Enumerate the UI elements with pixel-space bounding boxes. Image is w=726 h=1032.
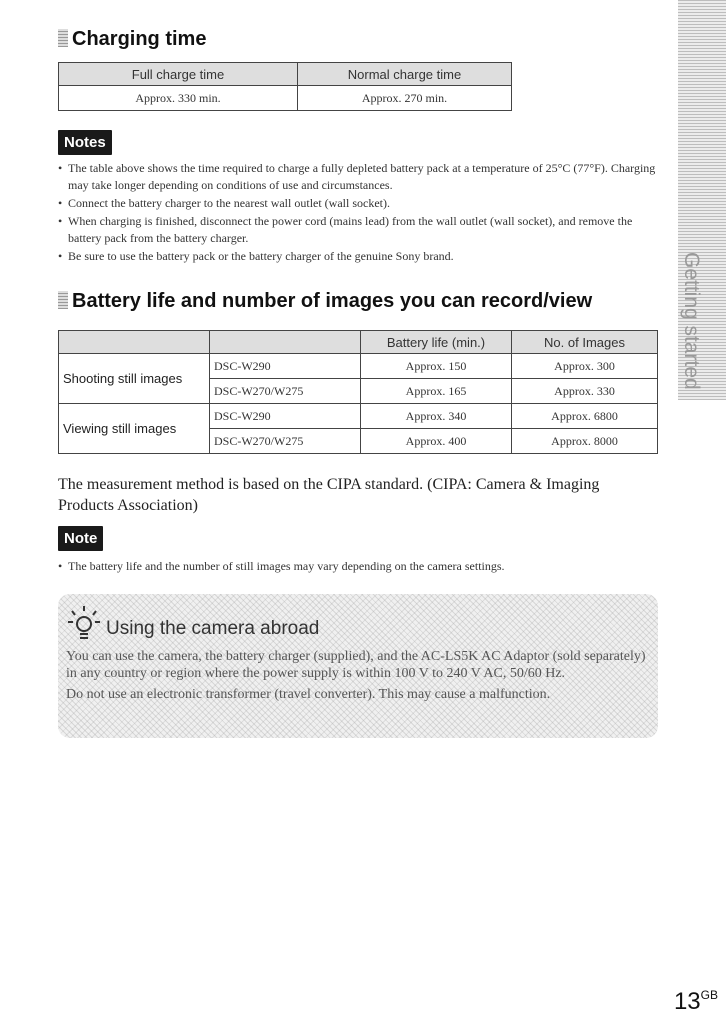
table-header: Battery life (min.) (361, 331, 512, 354)
battery-life-heading (58, 290, 592, 313)
table-header: Full charge time (59, 63, 298, 86)
model-cell: DSC-W270/W275 (210, 429, 361, 454)
note-badge: Note (58, 526, 103, 551)
table-cell: Approx. 330 min. (59, 86, 298, 111)
images-cell: Approx. 8000 (512, 429, 658, 454)
battery-cell: Approx. 150 (361, 354, 512, 379)
table-header: Normal charge time (298, 63, 512, 86)
battery-cell: Approx. 165 (361, 379, 512, 404)
model-cell: DSC-W270/W275 (210, 379, 361, 404)
row-group-label: Shooting still images (59, 354, 210, 404)
notes-badge: Notes (58, 130, 112, 155)
battery-cell: Approx. 340 (361, 404, 512, 429)
measurement-paragraph: The measurement method is based on the CIPA standard. (CIPA: Camera & Imaging Products Association) (58, 476, 600, 514)
page-number (674, 988, 718, 1016)
tip-title: Using the camera abroad (106, 618, 320, 639)
images-cell: Approx. 330 (512, 379, 658, 404)
page-number-value: 13 (673, 988, 701, 1015)
model-cell: DSC-W290 (210, 354, 361, 379)
images-cell: Approx. 300 (512, 354, 658, 379)
side-tab-text: Getting started (680, 252, 703, 390)
table-header: No. of Images (512, 331, 658, 354)
model-cell: DSC-W290 (210, 404, 361, 429)
battery-cell: Approx. 400 (361, 429, 512, 454)
list-item: • Connect the battery charger to the nearest wall outlet (wall socket). (58, 195, 658, 212)
charging-time-heading (58, 28, 206, 51)
tip-paragraph: You can use the camera, the battery charger (supplied), and the AC-LS5K AC Adaptor (sold separately) in any country or region where the power supply is within 100 V to 240 V AC, 50/60 Hz. (66, 649, 646, 681)
tip-paragraph: Do not use an electronic transformer (travel converter). This may cause a malfunction. (66, 687, 551, 702)
battery-life-table (58, 330, 658, 454)
battery-life-title: Battery life and number of images you can record/view (72, 290, 593, 312)
page-number-suffix: GB (700, 988, 718, 1002)
tip-body (66, 648, 646, 703)
list-item: • Be sure to use the battery pack or the battery charger of the genuine Sony brand. (58, 248, 658, 265)
row-group-label: Viewing still images (59, 404, 210, 454)
note-list (58, 558, 658, 576)
list-item: • The battery life and the number of still images may vary depending on the camera settings. (58, 558, 658, 575)
charging-time-table (58, 62, 512, 111)
images-cell: Approx. 6800 (512, 404, 658, 429)
table-header (210, 331, 361, 354)
lightbulb-icon (66, 604, 102, 644)
side-tab-label (681, 252, 703, 412)
charging-time-title: Charging time (72, 28, 207, 50)
list-item: • When charging is finished, disconnect the power cord (mains lead) from the wall outlet (wall socket), and remove the battery pack from the battery charger. (58, 213, 658, 247)
table-header (59, 331, 210, 354)
table-cell: Approx. 270 min. (298, 86, 512, 111)
heading-marker-icon (58, 29, 68, 47)
list-item: • The table above shows the time required to charge a fully depleted battery pack at a temperature of 25°C (77°F). Charging may take longer depending on conditions of use and circumstances. (58, 160, 658, 194)
heading-marker-icon (58, 291, 68, 309)
tip-box (58, 594, 658, 738)
notes-list (58, 160, 658, 266)
